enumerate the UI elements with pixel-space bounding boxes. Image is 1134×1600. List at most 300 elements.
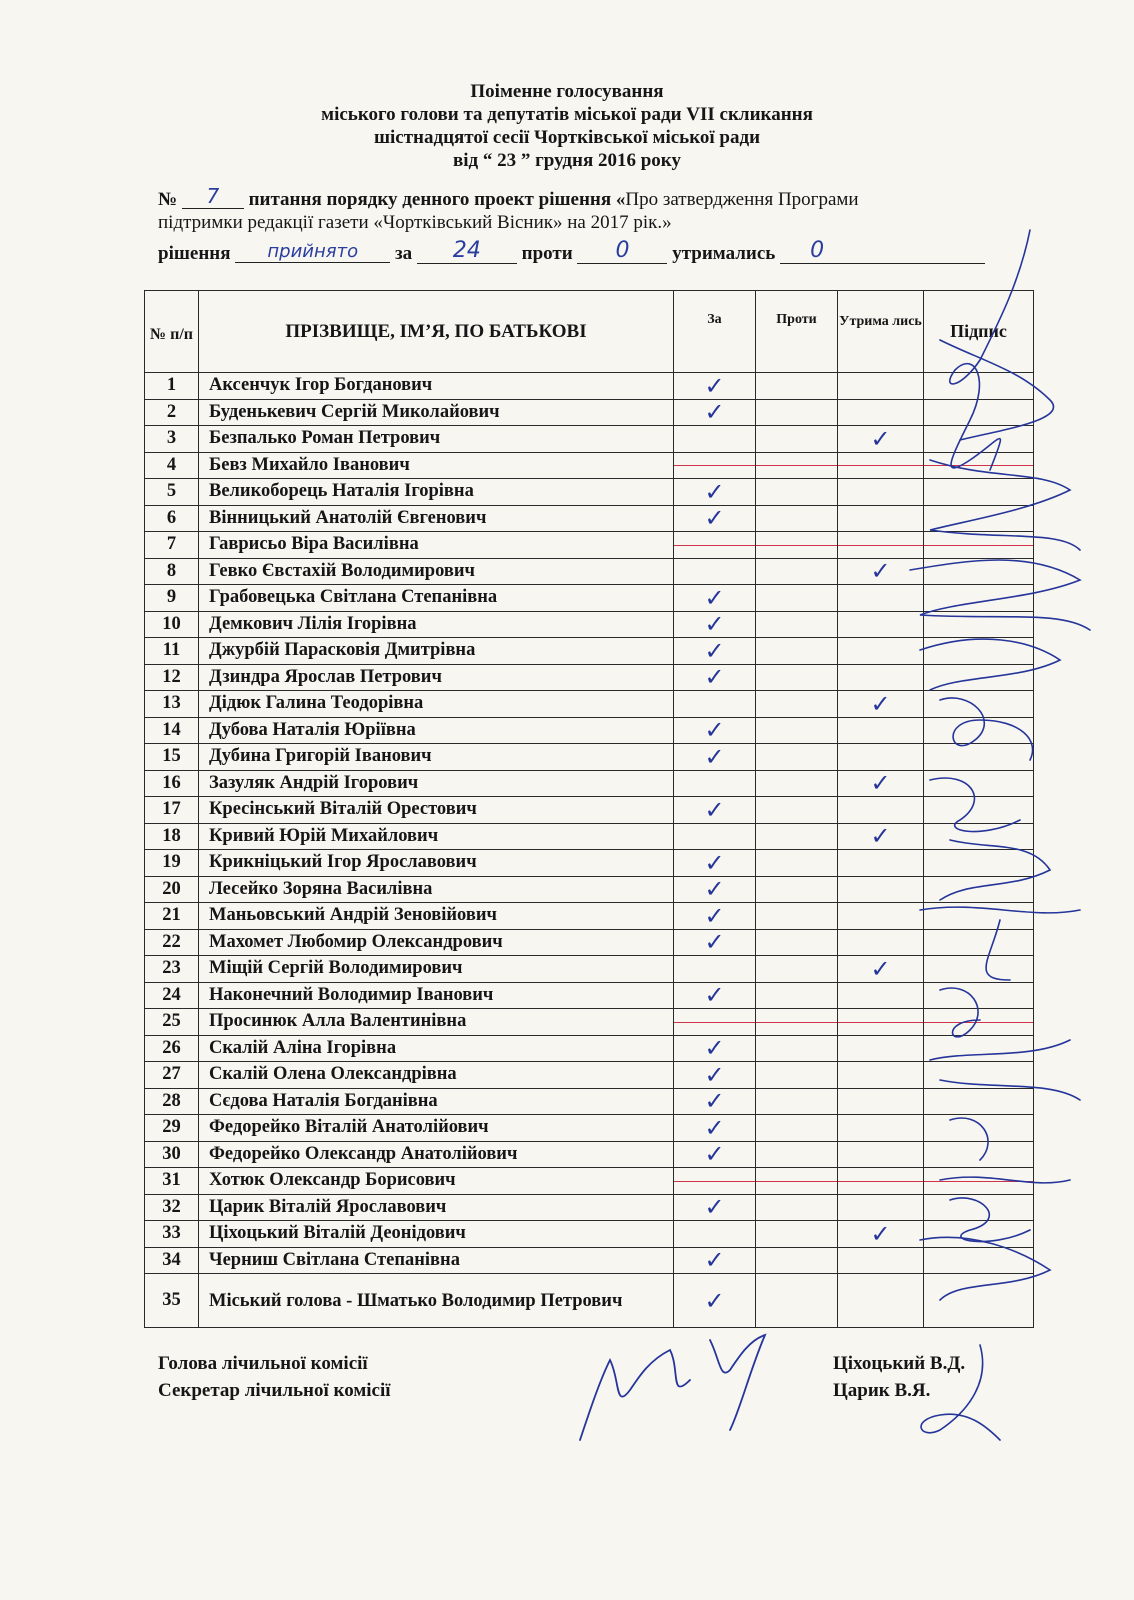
cell-against [756,823,838,850]
check-mark-icon: ✓ [704,716,725,745]
cell-abstain [838,558,924,585]
check-mark-icon: ✓ [704,663,725,692]
cell-for [674,1088,756,1115]
cell-abstain [838,1221,924,1248]
cell-for [674,1009,756,1036]
row-name: Безпалько Роман Петрович [199,426,674,453]
check-mark-icon: ✓ [704,901,725,930]
row-name: Скалій Аліна Ігорівна [199,1035,674,1062]
title-line-4: від “ 23 ” грудня 2016 року [453,150,681,171]
cell-against [756,1009,838,1036]
check-mark-icon: ✓ [704,1193,725,1222]
cell-for [674,1221,756,1248]
cell-abstain [838,479,924,506]
cell-signature [924,452,1034,479]
cell-for [674,399,756,426]
against-value: 0 [577,238,667,264]
row-number: 33 [145,1221,199,1248]
cell-signature [924,717,1034,744]
header-against: Проти [756,291,838,373]
cell-signature [924,1141,1034,1168]
row-number: 17 [145,797,199,824]
cell-signature [924,770,1034,797]
table-row [145,1194,1034,1221]
check-mark-icon: ✓ [870,557,891,586]
cell-signature [924,1062,1034,1089]
cell-abstain [838,399,924,426]
cell-for [674,717,756,744]
cell-signature [924,876,1034,903]
cell-abstain [838,452,924,479]
cell-abstain [838,903,924,930]
cell-signature [924,797,1034,824]
check-mark-icon: ✓ [704,1246,725,1275]
table-row [145,611,1034,638]
row-name: Ціхоцький Віталій Деонідович [199,1221,674,1248]
check-mark-icon: ✓ [704,1140,725,1169]
cell-signature [924,1221,1034,1248]
table-row [145,770,1034,797]
table-row [145,982,1034,1009]
check-mark-icon: ✓ [870,769,891,798]
cell-abstain [838,373,924,400]
check-mark-icon: ✓ [704,928,725,957]
agenda-text-bold: питання порядку денного проект рішення « [248,189,626,210]
cell-for [674,876,756,903]
for-value: 24 [417,238,517,264]
strike-line [674,465,755,466]
cell-abstain [838,1274,924,1328]
row-name: Наконечний Володимир Іванович [199,982,674,1009]
row-name: Гевко Євстахій Володимирович [199,558,674,585]
row-name: Дубина Григорій Іванович [199,744,674,771]
check-mark-icon: ✓ [704,398,725,427]
table-row [145,744,1034,771]
table-row [145,876,1034,903]
cell-abstain [838,1088,924,1115]
cell-signature [924,399,1034,426]
strike-line [756,465,837,466]
table-row [145,532,1034,559]
cell-abstain [838,426,924,453]
row-name: Махомет Любомир Олександрович [199,929,674,956]
table-row [145,1009,1034,1036]
cell-abstain [838,770,924,797]
strike-line [838,1181,923,1182]
cell-signature [924,982,1034,1009]
cell-for [674,1141,756,1168]
agenda-no-label: № [158,189,178,210]
cell-against [756,770,838,797]
cell-signature [924,823,1034,850]
cell-against [756,876,838,903]
cell-abstain [838,1247,924,1274]
cell-signature [924,373,1034,400]
cell-abstain [838,982,924,1009]
row-name: Федорейко Віталій Анатолійович [199,1115,674,1142]
cell-abstain [838,585,924,612]
row-name: Великоборець Наталія Ігорівна [199,479,674,506]
check-mark-icon: ✓ [704,504,725,533]
document-header [0,80,1134,172]
cell-against [756,903,838,930]
cell-abstain [838,1062,924,1089]
table-row [145,373,1034,400]
agenda-text-normal: Про затвердження Програми [625,189,859,210]
row-name: Демкович Лілія Ігорівна [199,611,674,638]
strike-line [838,545,923,546]
decision-value: прийнято [235,241,390,263]
row-name: Зазуляк Андрій Ігорович [199,770,674,797]
cell-for [674,1035,756,1062]
row-name: Хотюк Олександр Борисович [199,1168,674,1195]
cell-signature [924,929,1034,956]
check-mark-icon: ✓ [870,822,891,851]
table-row [145,585,1034,612]
strike-line [756,545,837,546]
cell-against [756,558,838,585]
row-name: Дзиндра Ярослав Петрович [199,664,674,691]
table-row [145,1115,1034,1142]
row-name: Міщій Сергій Володимирович [199,956,674,983]
cell-signature [924,850,1034,877]
cell-against [756,638,838,665]
cell-signature [924,638,1034,665]
cell-for [674,611,756,638]
strike-line [674,545,755,546]
abstain-value: 0 [780,238,985,264]
check-mark-icon: ✓ [870,954,891,983]
cell-against [756,1168,838,1195]
row-number: 14 [145,717,199,744]
cell-signature [924,611,1034,638]
check-mark-icon: ✓ [870,689,891,718]
cell-against [756,585,838,612]
row-number: 34 [145,1247,199,1274]
cell-abstain [838,876,924,903]
row-number: 5 [145,479,199,506]
chair-name: Ціхоцький В.Д. [833,1353,966,1374]
cell-abstain [838,691,924,718]
table-row [145,1168,1034,1195]
table-row [145,664,1034,691]
row-name: Федорейко Олександр Анатолійович [199,1141,674,1168]
row-number: 12 [145,664,199,691]
cell-abstain [838,1141,924,1168]
row-number: 21 [145,903,199,930]
row-number: 10 [145,611,199,638]
row-number: 28 [145,1088,199,1115]
cell-abstain [838,956,924,983]
row-number: 7 [145,532,199,559]
row-number: 4 [145,452,199,479]
cell-against [756,426,838,453]
table-row [145,956,1034,983]
row-name: Дубова Наталія Юріївна [199,717,674,744]
table-row [145,1141,1034,1168]
title-line-1: Поіменне голосування [470,81,664,102]
cell-signature [924,1168,1034,1195]
table-row [145,399,1034,426]
table-row [145,479,1034,506]
secretary-signature-icon [570,1320,790,1450]
cell-abstain [838,532,924,559]
strike-line [838,465,923,466]
strike-line [674,1181,755,1182]
row-name: Джурбій Парасковія Дмитрівна [199,638,674,665]
cell-against [756,1194,838,1221]
title-line-2: міського голови та депутатів міської ради VII скликання [321,104,813,125]
row-number: 8 [145,558,199,585]
cell-for [674,426,756,453]
cell-signature [924,479,1034,506]
cell-for [674,1194,756,1221]
chair-label: Голова лічильної комісії [158,1353,368,1374]
cell-signature [924,426,1034,453]
cell-for [674,505,756,532]
cell-against [756,1062,838,1089]
row-name: Скалій Олена Олександрівна [199,1062,674,1089]
cell-for [674,956,756,983]
cell-for [674,691,756,718]
cell-against [756,850,838,877]
cell-for [674,1247,756,1274]
cell-for [674,1168,756,1195]
header-for: За [674,291,756,373]
cell-abstain [838,717,924,744]
title-line-3: шістнадцятої сесії Чортківської міської ради [373,127,761,148]
cell-for [674,452,756,479]
check-mark-icon: ✓ [704,1087,725,1116]
row-number: 32 [145,1194,199,1221]
row-number: 24 [145,982,199,1009]
check-mark-icon: ✓ [704,1060,725,1089]
cell-against [756,532,838,559]
cell-signature [924,1194,1034,1221]
cell-abstain [838,1035,924,1062]
row-name: Кресінський Віталій Орестович [199,797,674,824]
cell-for [674,982,756,1009]
table-row [145,850,1034,877]
cell-for [674,797,756,824]
cell-signature [924,1247,1034,1274]
table-row [145,823,1034,850]
agenda-no-value: 7 [182,184,244,209]
check-mark-icon: ✓ [704,371,725,400]
cell-abstain [838,1168,924,1195]
table-row [145,797,1034,824]
cell-signature [924,558,1034,585]
check-mark-icon: ✓ [704,610,725,639]
row-name: Вінницький Анатолій Євгенович [199,505,674,532]
cell-signature [924,903,1034,930]
decision-label: рішення [158,243,231,264]
table-row [145,1221,1034,1248]
row-number: 16 [145,770,199,797]
cell-against [756,956,838,983]
strike-line [924,465,1033,466]
cell-for [674,479,756,506]
check-mark-icon: ✓ [704,875,725,904]
cell-against [756,1221,838,1248]
row-name: Маньовський Андрій Зеновійович [199,903,674,930]
cell-for [674,850,756,877]
cell-signature [924,1274,1034,1328]
cell-for [674,903,756,930]
cell-abstain [838,797,924,824]
strike-line [924,545,1033,546]
table-row [145,691,1034,718]
check-mark-icon: ✓ [704,981,725,1010]
cell-for [674,1062,756,1089]
secretary-label: Секретар лічильної комісії [158,1380,391,1401]
cell-against [756,479,838,506]
cell-abstain [838,611,924,638]
strike-line [674,1022,755,1023]
check-mark-icon: ✓ [704,742,725,771]
row-number: 6 [145,505,199,532]
check-mark-icon: ✓ [704,1034,725,1063]
cell-signature [924,1035,1034,1062]
check-mark-icon: ✓ [704,795,725,824]
cell-abstain [838,744,924,771]
check-mark-icon: ✓ [704,636,725,665]
table-row [145,558,1034,585]
row-number: 1 [145,373,199,400]
row-number: 26 [145,1035,199,1062]
cell-signature [924,1115,1034,1142]
row-number: 18 [145,823,199,850]
cell-for [674,664,756,691]
cell-abstain [838,850,924,877]
cell-against [756,399,838,426]
table-row [145,1274,1034,1328]
row-name: Крикніцький Ігор Ярославович [199,850,674,877]
strike-line [756,1022,837,1023]
row-number: 9 [145,585,199,612]
check-mark-icon: ✓ [704,583,725,612]
cell-for [674,1274,756,1328]
for-label: за [395,243,413,264]
check-mark-icon: ✓ [704,1113,725,1142]
against-label: проти [521,243,573,264]
strike-line [756,1181,837,1182]
vote-table [144,290,1034,1328]
secretary-name: Царик В.Я. [833,1380,931,1401]
check-mark-icon: ✓ [704,848,725,877]
cell-for [674,585,756,612]
row-number: 25 [145,1009,199,1036]
cell-against [756,1141,838,1168]
check-mark-icon: ✓ [704,1286,725,1315]
cell-against [756,611,838,638]
agenda-line [158,186,859,211]
table-row [145,638,1034,665]
cell-against [756,505,838,532]
cell-signature [924,1009,1034,1036]
check-mark-icon: ✓ [870,1219,891,1248]
row-name: Черниш Світлана Степанівна [199,1247,674,1274]
cell-signature [924,744,1034,771]
cell-for [674,373,756,400]
cell-abstain [838,664,924,691]
table-row [145,717,1034,744]
cell-against [756,797,838,824]
row-name: Гаврисьо Віра Василівна [199,532,674,559]
cell-against [756,717,838,744]
cell-against [756,1088,838,1115]
decision-line [158,240,985,266]
row-name: Буденькевич Сергій Миколайович [199,399,674,426]
row-number: 19 [145,850,199,877]
table-row [145,426,1034,453]
cell-for [674,532,756,559]
row-name: Аксенчук Ігор Богданович [199,373,674,400]
cell-against [756,982,838,1009]
table-row [145,929,1034,956]
table-row [145,452,1034,479]
cell-signature [924,585,1034,612]
row-number: 29 [145,1115,199,1142]
row-number: 22 [145,929,199,956]
header-abstain: Утрима лись [838,291,924,373]
cell-for [674,929,756,956]
row-number: 23 [145,956,199,983]
row-number: 15 [145,744,199,771]
cell-abstain [838,929,924,956]
cell-against [756,691,838,718]
table-row [145,505,1034,532]
agenda-line-2: підтримки редакції газети «Чортківський Вісник» на 2017 рік.» [158,212,672,233]
cell-abstain [838,1115,924,1142]
cell-abstain [838,823,924,850]
cell-abstain [838,1194,924,1221]
cell-signature [924,956,1034,983]
cell-signature [924,532,1034,559]
row-name: Просинюк Алла Валентинівна [199,1009,674,1036]
row-number: 27 [145,1062,199,1089]
row-name: Бевз Михайло Іванович [199,452,674,479]
cell-for [674,770,756,797]
cell-for [674,1115,756,1142]
table-header-row [145,291,1034,373]
cell-signature [924,505,1034,532]
row-name: Сєдова Наталія Богданівна [199,1088,674,1115]
row-number: 30 [145,1141,199,1168]
cell-against [756,1247,838,1274]
row-name: Міський голова - Шматько Володимир Петрович [199,1274,674,1328]
strike-line [924,1181,1033,1182]
cell-signature [924,691,1034,718]
table-row [145,1088,1034,1115]
row-number: 2 [145,399,199,426]
row-name: Дідюк Галина Теодорівна [199,691,674,718]
row-number: 11 [145,638,199,665]
header-num: № п/п [145,291,199,373]
row-number: 31 [145,1168,199,1195]
cell-against [756,373,838,400]
header-signature: Підпис [924,291,1034,373]
cell-against [756,929,838,956]
cell-against [756,664,838,691]
row-name: Лесейко Зоряна Василівна [199,876,674,903]
row-number: 20 [145,876,199,903]
cell-against [756,1035,838,1062]
cell-abstain [838,638,924,665]
table-row [145,1035,1034,1062]
table-body [145,373,1034,1328]
cell-against [756,744,838,771]
